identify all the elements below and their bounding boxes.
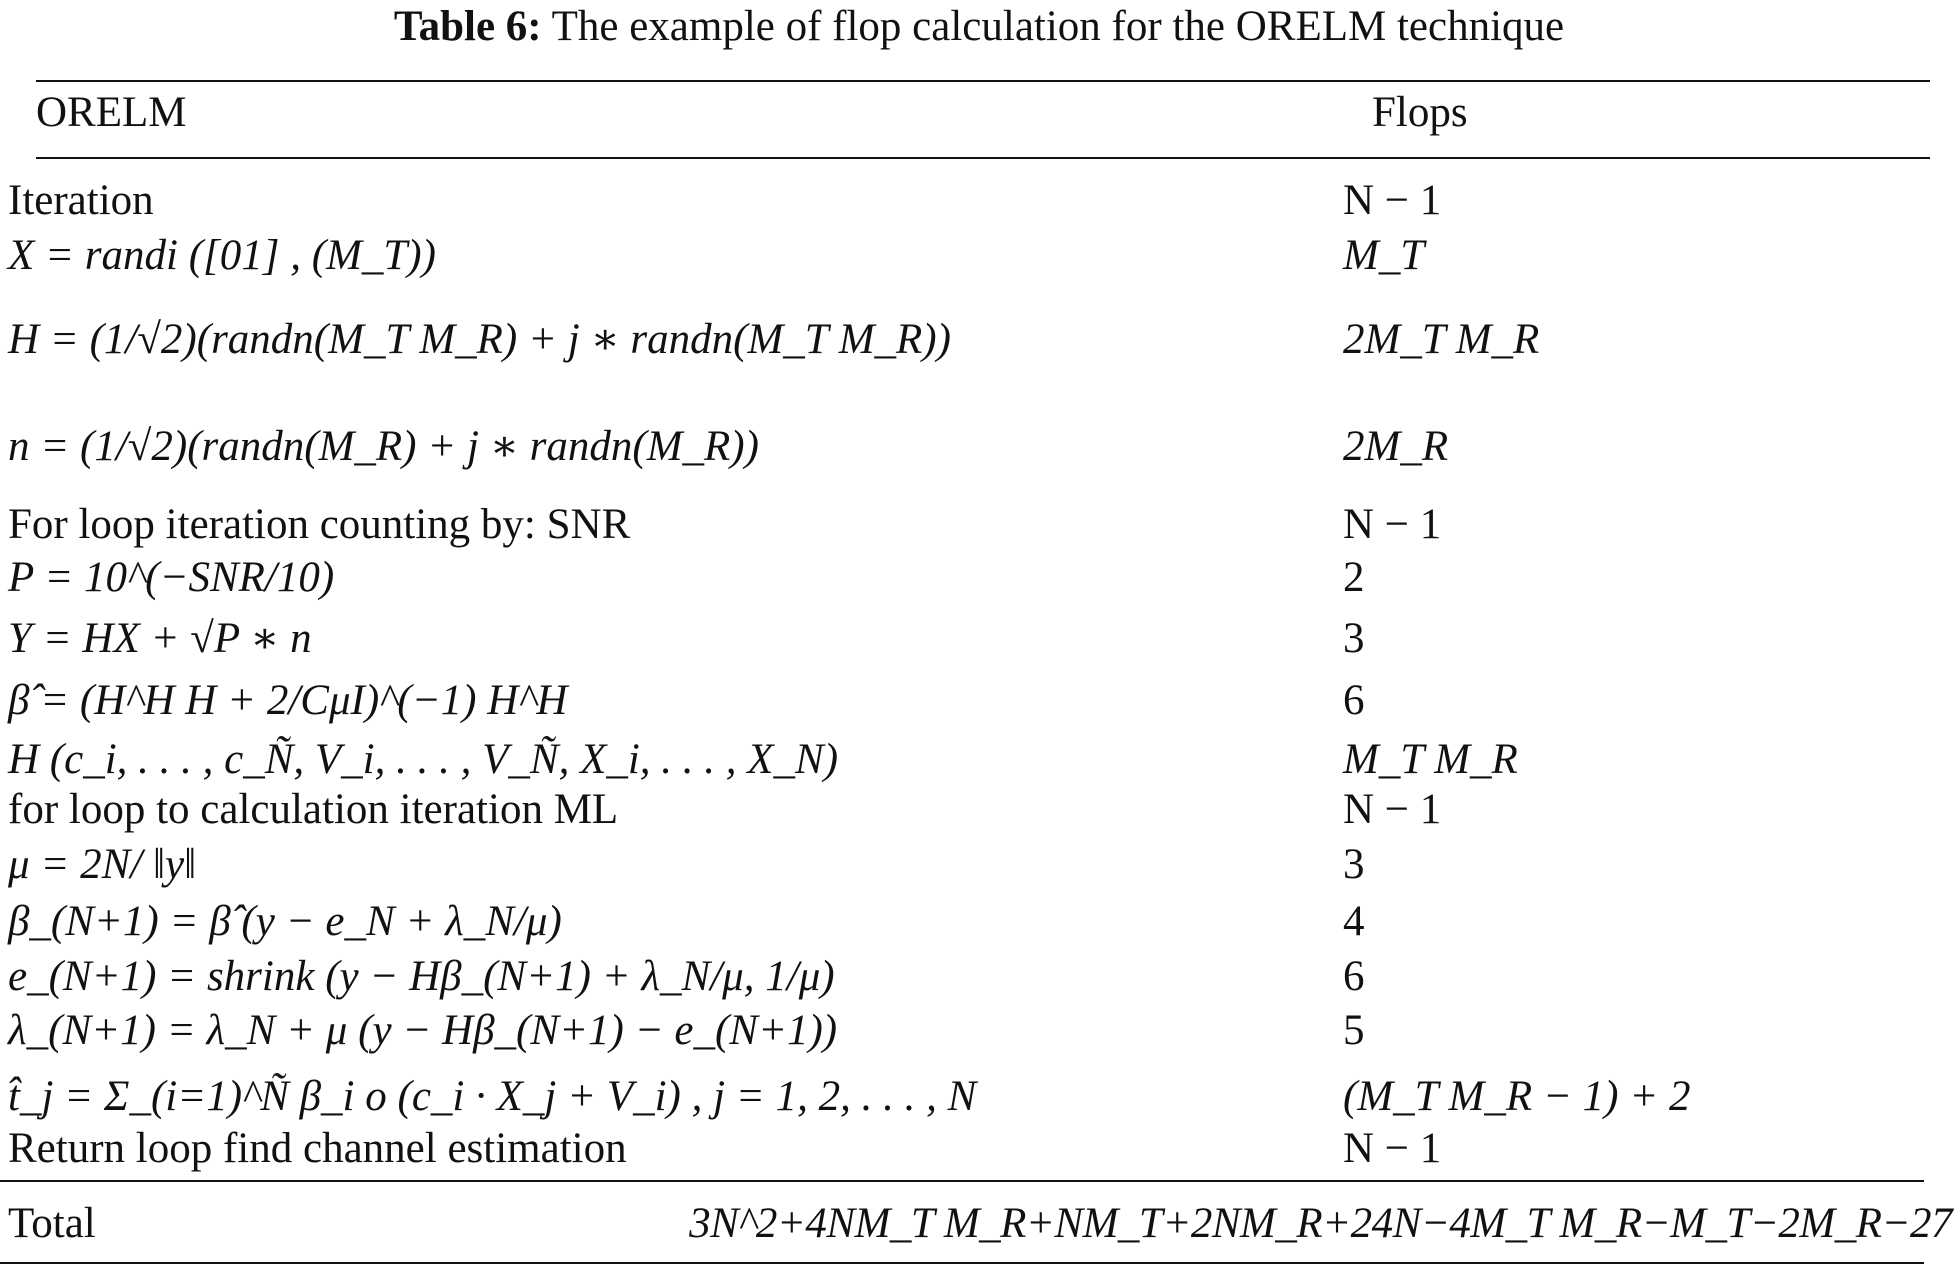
row-flops: N − 1 <box>1343 786 1442 833</box>
row-operation: λ_(N+1) = λ_N + μ (y − Hβ_(N+1) − e_(N+1)) <box>8 1007 838 1054</box>
row-operation: Return loop find channel estimation <box>8 1125 627 1172</box>
caption-label: Table 6: <box>393 3 542 50</box>
total-rule <box>0 1180 1924 1182</box>
row-operation: Iteration <box>8 177 154 224</box>
row-operation: β̂ = (H^H H + 2/CμI)^(−1) H^H <box>8 677 568 724</box>
row-flops: 3 <box>1343 615 1365 662</box>
row-operation: Y = HX + √P ∗ n <box>8 615 312 662</box>
row-flops: 5 <box>1343 1007 1365 1054</box>
row-operation: t̂_j = Σ_(i=1)^Ñ β_i o (c_i · X_j + V_i) , j = 1, 2, . . . , N <box>8 1073 977 1120</box>
row-flops: N − 1 <box>1343 501 1442 548</box>
total-value: 3N^2+4NM_T M_R+NM_T+2NM_R+24N−4M_T M_R−M_T−2M_R−27 <box>689 1200 1952 1247</box>
row-flops: M_T <box>1343 232 1425 279</box>
row-flops: N − 1 <box>1343 177 1442 224</box>
row-operation: β_(N+1) = β̂ (y − e_N + λ_N/μ) <box>8 898 562 945</box>
header-orelm: ORELM <box>36 89 187 136</box>
row-flops: 2M_T M_R <box>1343 316 1540 363</box>
row-flops: 3 <box>1343 841 1365 888</box>
row-operation: P = 10^(−SNR/10) <box>8 554 335 601</box>
row-operation: μ = 2N/ ‖y‖ <box>8 841 197 888</box>
row-flops: 6 <box>1343 677 1365 724</box>
row-flops: 2 <box>1343 554 1365 601</box>
row-flops: 2M_R <box>1343 423 1449 470</box>
table-caption <box>0 2 1958 52</box>
header-flops: Flops <box>1372 89 1468 136</box>
row-flops: (M_T M_R − 1) + 2 <box>1343 1073 1691 1120</box>
row-flops: 4 <box>1343 898 1365 945</box>
row-operation: H (c_i, . . . , c_Ñ, V_i, . . . , V_Ñ, X_i, . . . , X_N) <box>8 736 839 783</box>
row-operation: n = (1/√2)(randn(M_R) + j ∗ randn(M_R)) <box>8 423 759 470</box>
row-operation: e_(N+1) = shrink (y − Hβ_(N+1) + λ_N/μ, 1/μ) <box>8 953 835 1000</box>
row-operation: For loop iteration counting by: SNR <box>8 501 631 548</box>
header-rule <box>36 157 1930 159</box>
row-operation: X = randi ([01] , (M_T)) <box>8 232 436 279</box>
total-label: Total <box>8 1200 96 1247</box>
row-operation: for loop to calculation iteration ML <box>8 786 619 833</box>
row-flops: M_T M_R <box>1343 736 1518 783</box>
row-operation: H = (1/√2)(randn(M_T M_R) + j ∗ randn(M_T M_R)) <box>8 316 951 363</box>
bottom-rule <box>0 1262 1924 1264</box>
top-rule <box>36 80 1930 82</box>
row-flops: N − 1 <box>1343 1125 1442 1172</box>
caption-text: The example of flop calculation for the ORELM technique <box>551 3 1565 50</box>
row-flops: 6 <box>1343 953 1365 1000</box>
